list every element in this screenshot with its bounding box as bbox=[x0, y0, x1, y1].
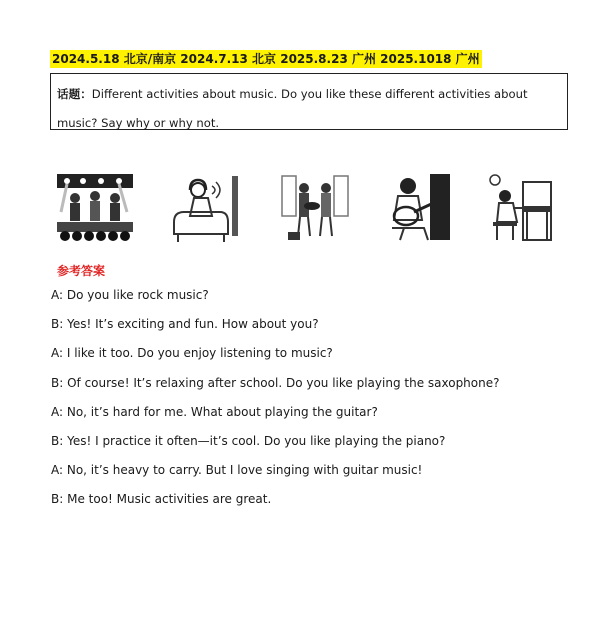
guitar-player-image bbox=[384, 172, 452, 244]
topic-box bbox=[50, 73, 568, 130]
dialogue bbox=[51, 286, 581, 520]
rock-band-concert-image bbox=[55, 172, 135, 244]
listening-music-headphones-image bbox=[168, 172, 242, 244]
answer-title: 参考答案 bbox=[57, 264, 106, 278]
dialogue-line: A: No, it’s hard for me. What about playing the guitar? bbox=[51, 404, 378, 419]
dialogue-line: A: No, it’s heavy to carry. But I love singing with guitar music! bbox=[51, 463, 423, 478]
music-activities-images bbox=[50, 172, 562, 246]
dates-highlight: 2024.5.18 北京/南京 2024.7.13 北京 2025.8.23 广州 2025.1018 广州 bbox=[52, 52, 480, 66]
street-musicians-image bbox=[278, 172, 352, 244]
piano-player-image bbox=[487, 172, 553, 244]
topic-text: Different activities about music. Do you like these different activities about music? Say why or why not. bbox=[57, 87, 528, 130]
dialogue-line: B: Yes! It’s exciting and fun. How about you? bbox=[51, 317, 319, 332]
dialogue-line: B: Yes! I practice it often—it’s cool. Do you like playing the piano? bbox=[51, 433, 446, 448]
dialogue-line: A: Do you like rock music? bbox=[51, 288, 209, 302]
dialogue-line: B: Of course! It’s relaxing after school. Do you like playing the saxophone? bbox=[51, 375, 500, 390]
dialogue-line: A: I like it too. Do you enjoy listening to music? bbox=[51, 346, 333, 361]
topic-label: 话题： bbox=[57, 87, 92, 101]
dialogue-line: B: Me too! Music activities are great. bbox=[51, 492, 272, 507]
